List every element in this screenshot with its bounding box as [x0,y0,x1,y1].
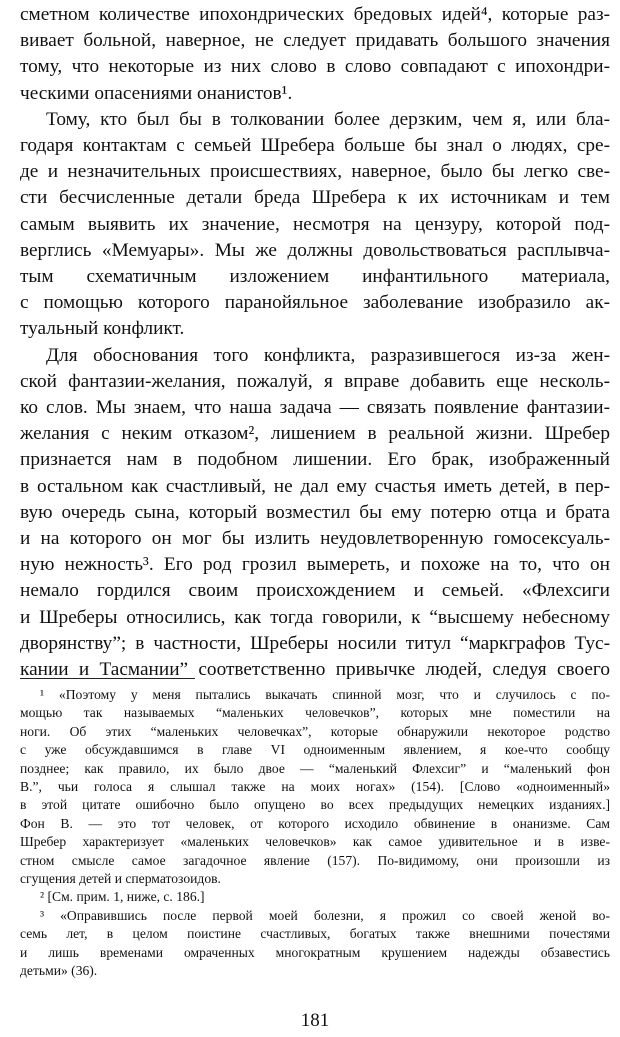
footnote-separator [20,678,195,679]
main-text [20,2,610,683]
text-line: немало гордился своим происхождением и семьей. «Флехсиги [20,580,610,602]
footnote-1 [20,686,610,888]
footnote-line: детьми» (36). [20,963,98,979]
footnote-line: позднее; как правило, их было двое — “маленький Флехсиг” и “маленький фон [20,760,610,776]
text-line: кании и Тасмании” соответственно привычке людей, следуя своего [20,659,610,681]
footnote-line: в этой цитате ошибочно было опущено во всех предыдущих немецких изданиях.] [20,797,610,813]
footnote-line: сгущения детей и сперматозоидов. [20,871,221,887]
footnote-line: стном смысле самое загадочное явление (157). По-видимому, они произошли из [20,852,610,868]
text-line: ческими опасениями онанистов¹. [20,82,293,104]
text-line: в остальном как счастливый, не дал ему счастья иметь детей, в пер- [20,475,610,497]
text-line: с помощью которого паранойяльное заболевание изобразило ак- [20,292,610,314]
text-line: де и незначительных происшествиях, наверное, было бы легко све- [20,161,610,183]
footnote-line: ноги. Об этих “маленьких человечках”, которые обнаружили некоторое родство [20,723,610,739]
text-line: и на которого он мог бы излить неудовлетворенную гомосексуаль- [20,528,610,550]
footnote-line: В.”, чьи голоса я слышал также на моих ногах» (154). [Слово «одноименный» [20,779,610,795]
text-line: Для обоснования того конфликта, разразившегося из-за жен- [46,344,610,366]
paragraph [20,107,610,343]
text-line: вивает больной, наверное, не следует придавать большого значения [20,30,610,52]
text-line: и Шреберы относились, как тогда говорили, к “высшему небесному [20,606,610,628]
text-line: годаря контактам с семьей Шребера больше бы знал о людях, сре- [20,135,610,157]
footnote-line: Шребер характеризует «маленьких человечков» как самое удивительное и в изве- [20,834,610,850]
text-line: признается нам в подобном лишении. Его брак, изображенный [20,449,610,471]
footnote-line: и лишь временами омраченных многократным крушением надежды обзавестись [20,944,610,960]
text-line: Тому, кто был бы в толковании более дерзким, чем я, или бла- [46,108,610,130]
text-line: сметном количестве ипохондрических бредовых идей⁴, которые раз- [20,4,610,25]
paragraph [20,2,610,107]
text-line: самым выявить их значение, несмотря на цензуру, которой под- [20,213,610,235]
text-line: туальный конфликт. [20,318,185,340]
text-line: тому, что некоторые из них слово в слово совпадают с ипохондри- [20,56,610,78]
footnote-line: ³ «Оправившись после первой моей болезни, я прожил со своей женой во- [40,907,610,923]
footnote-line: мощью так называемых “маленьких человечков”, которых мне поместили на [20,705,610,721]
footnote-2 [20,888,610,906]
footnote-line: Фон В. — это тот человек, от которого исходило обвинение в онанизме. Сам [20,815,610,831]
footnotes [20,686,610,981]
footnote-3 [20,907,610,981]
text-line: вую очередь сына, который возместил бы ему потерю отца и брата [20,501,610,523]
text-line: ную нежность³. Его род грозил вымереть, и похоже на то, что он [20,554,610,576]
text-line: ко слов. Мы знаем, что наша задача — связать появление фантазии- [20,397,610,419]
footnote-line: ¹ «Поэтому у меня пытались выкачать спинной мозг, что и случилось с по- [40,687,610,702]
page-number: 181 [300,1010,330,1031]
book-page [20,2,610,1032]
text-line: верглись «Мемуары». Мы же должны довольствоваться расплывча- [20,239,610,261]
text-line: дворянству”; в частности, Шреберы носили титул “маркграфов Тус- [20,632,610,654]
footnote-line: ² [См. прим. 1, ниже, с. 186.] [40,889,205,905]
text-line: сти бесчисленные детали бреда Шребера к их источникам и тем [20,187,610,209]
text-line: тым схематичным изложением инфантильного материала, [20,266,610,288]
text-line: ской фантазии-желания, пожалуй, я вправе добавить еще несколь- [20,370,610,392]
text-line: желания с неким отказом², лишением в реальной жизни. Шребер [20,423,610,445]
footnote-line: с уже обсуждавшимся в главе VI одноименным явлением, я кое-что сообщу [20,742,610,758]
footnote-line: семь лет, в целом поистине счастливых, богатых также внешними почестями [20,926,610,942]
paragraph [20,343,610,684]
